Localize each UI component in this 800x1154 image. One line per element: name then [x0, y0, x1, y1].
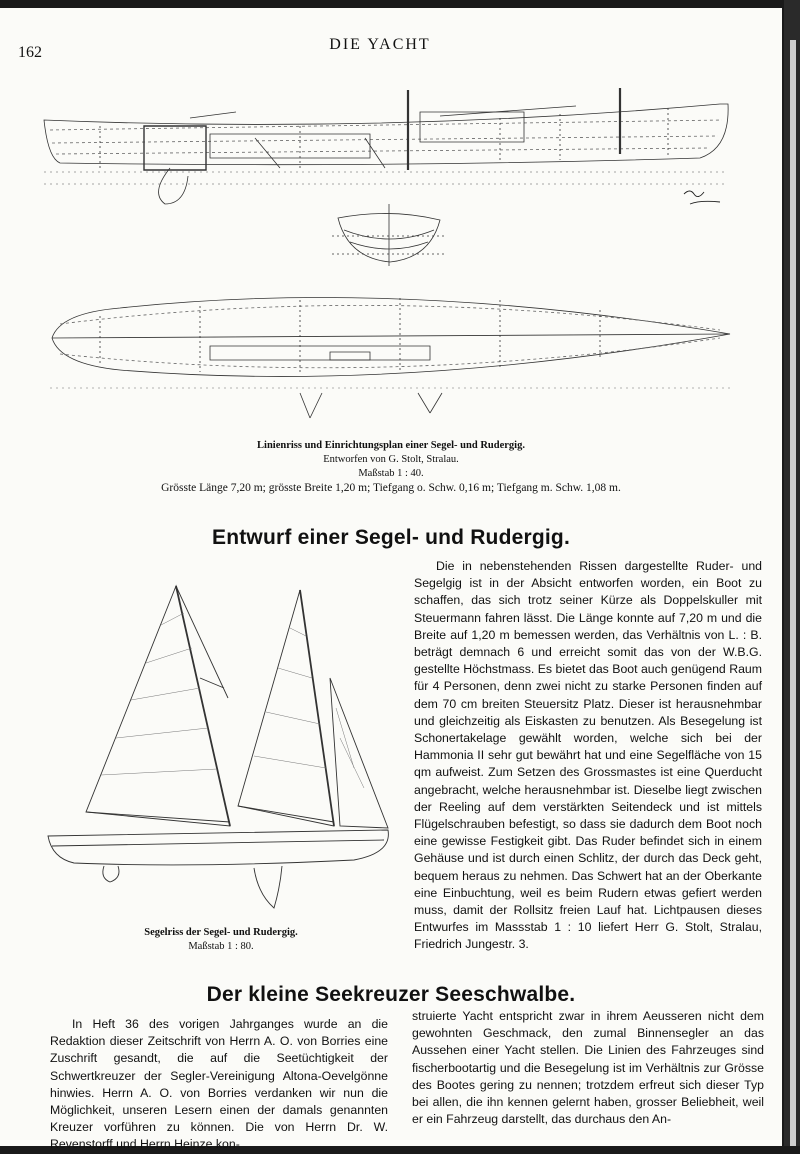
- sail-plan-caption-scale: Maßstab 1 : 80.: [188, 941, 254, 952]
- figure1-caption-dimensions: Grösste Länge 7,20 m; grösste Breite 1,20 m; Tiefgang o. Schw. 0,16 m; Tiefgang m. Schw. 1,08 m.: [161, 482, 621, 494]
- signature-mark: [684, 191, 720, 204]
- page-edge-inner: [790, 40, 796, 1146]
- lines-drawing-figure: [0, 8, 782, 438]
- article1-title: Entwurf einer Segel- und Rudergig.: [212, 526, 570, 549]
- article2-right-column: [412, 1008, 764, 1128]
- figure1-caption-scale: Maßstab 1 : 40.: [358, 468, 424, 479]
- article1-paragraph: Die in nebenstehenden Rissen dargestellte Ruder- und Segelgig ist in der Absicht entworfen worden, ein Boot zu schaffen, das sich trotz seiner Kürze als Doppelskuller mit Steuermann fahren lässt. Die Länge konnte auf 7,20 m und die Breite auf 1,20 m bemessen werden, das Verhältnis von L. : B. beträgt demnach 6 und erreicht somit das von der W.B.G. gestellte Höchstmass. Es bietet das Boot auch genügend Raum für 4 Personen, denn zwei nicht zu starke Personen finden auf dem 70 cm breiten Steuersitz Platz. Dieser ist herausnehmbar und gleichzeitig als Eiskasten zu benutzen. Als Besegelung ist Schonertakelage gewählt worden, welche sich bei der Hammonia II sehr gut bewährt hat und eine Segelfläche von 15 qm aufweist. Zum Setzen des Grossmastes ist eine Querducht angebracht, welche herausnehmbar ist. Dieselbe liegt zwischen der Reeling auf dem verstärkten Seitendeck und ist mittels Flügelschrauben befestigt, so dass sie dadurch dem Boot noch eine gewisse Festigkeit gibt. Das Ruder befindet sich in einem Gehäuse und ist durch einen Schlitz, der durch das Deck geht, bequem heraus zu nehmen. Das Schwert hat an der Oberkante eine Einbuchtung, weil es beim Rudern etwas gefiert werden muss, damit der Rollsitz freien Lauf hat. Lichtpausen dieses Entwurfes im Massstab 1 : 10 liefert Herr G. Stolt, Stralau, Friedrich Jungestr. 3.: [414, 559, 762, 952]
- article2-right-paragraph: struierte Yacht entspricht zwar in ihrem Aeusseren nicht dem gewohnten Geschmack, den zumal Binnensegler an das Aussehen einer Yacht stellen. Die Linien des Fahrzeuges sind fischerbootartig und die Besegelung ist im Verhältnis zur Grösse des Bootes gering zu nennen; trotzdem erfreut sich dieser Typ bei allen, die ihn kennen gelernt haben, grosser Beliebheit, weil er ein Fahrzeug darstellt, das durchaus den An-: [412, 1009, 764, 1127]
- sail-plan-figure: [44, 578, 398, 918]
- article1-body-column: [414, 558, 762, 954]
- plan-view: [50, 298, 730, 418]
- article2-left-paragraph: In Heft 36 des vorigen Jahrganges wurde an die Redaktion dieser Zeitschrift von Herrn A. O. von Borries eine Zuschrift gesandt, die auf die Seetüchtigkeit der Schwertkreuzer der Segler-Vereinigung Altona-Oevelgönne hinwies. Herrn A. O. von Borries verdanken wir nun die Möglichkeit, unseren Lesern einen der damals genannten Kreuzer vorführen zu können. Die von Herrn Dr. W. Revenstorff und Herrn Heinze kon-: [50, 1017, 388, 1152]
- figure1-caption-title: Linienriss und Einrichtungsplan einer Segel- und Rudergig.: [257, 440, 525, 451]
- profile-view: [44, 88, 728, 204]
- sail-plan-caption-title: Segelriss der Segel- und Rudergig.: [144, 927, 298, 938]
- article2-title: Der kleine Seekreuzer Seeschwalbe.: [206, 983, 576, 1006]
- figure1-caption-designer: Entworfen von G. Stolt, Stralau.: [323, 454, 459, 465]
- page-number: 162: [18, 44, 42, 61]
- page: [0, 8, 782, 1152]
- article2-left-column: [50, 1016, 388, 1154]
- body-section-view: [332, 204, 446, 266]
- running-head: DIE YACHT: [329, 36, 431, 53]
